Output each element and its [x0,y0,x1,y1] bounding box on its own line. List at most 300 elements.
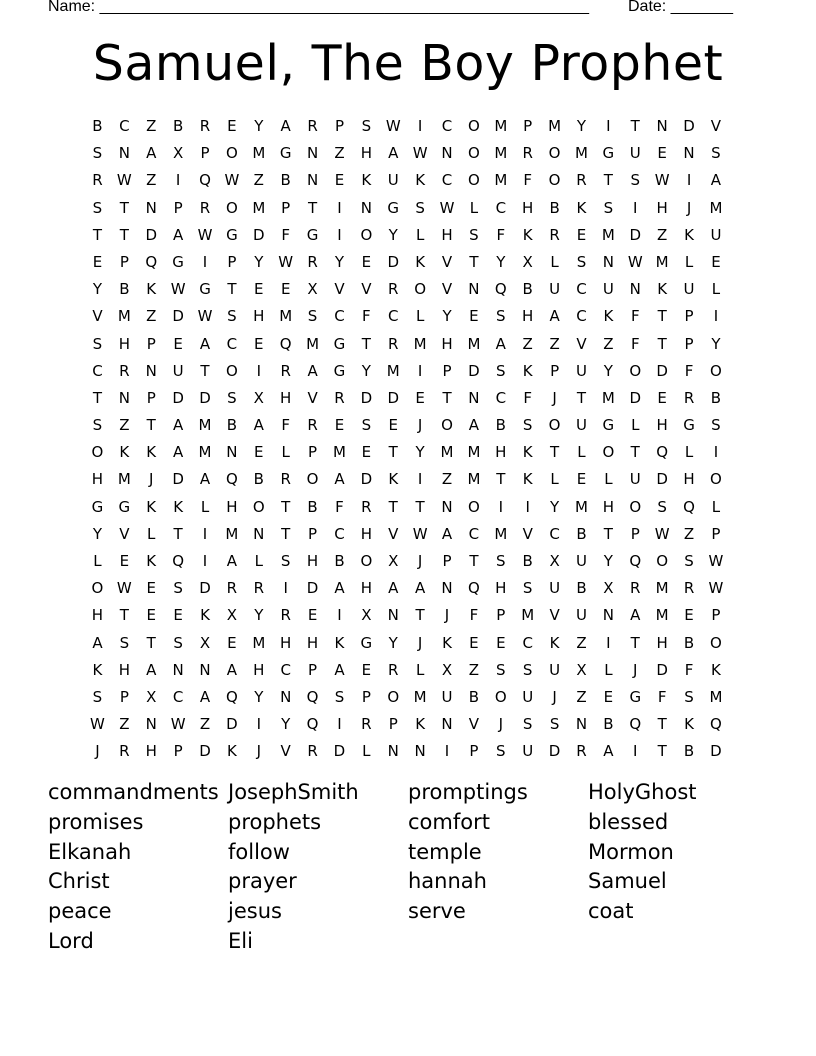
grid-cell[interactable]: Q [225,470,238,489]
grid-cell[interactable]: W [197,307,213,326]
grid-cell[interactable]: N [575,715,588,734]
grid-cell[interactable]: W [412,524,428,543]
grid-cell[interactable]: K [146,443,157,462]
grid-cell[interactable]: H [441,334,453,353]
grid-cell[interactable]: O [91,579,104,598]
grid-cell[interactable]: T [415,497,425,516]
grid-cell[interactable]: R [280,606,291,625]
grid-cell[interactable]: Z [549,334,560,353]
grid-cell[interactable]: O [414,280,427,299]
grid-cell[interactable]: B [549,198,560,217]
grid-cell[interactable]: Z [334,144,345,163]
grid-cell[interactable]: R [199,198,211,217]
grid-cell[interactable]: L [415,307,425,326]
grid-cell[interactable]: G [602,144,615,163]
grid-cell[interactable]: Y [254,117,264,135]
grid-cell[interactable]: S [227,307,237,326]
grid-cell[interactable]: W [170,715,186,734]
grid-cell[interactable]: W [224,171,240,190]
grid-cell[interactable]: H [280,388,292,407]
grid-cell[interactable]: P [361,687,371,706]
grid-cell[interactable]: Z [119,715,130,734]
grid-cell[interactable]: E [146,579,156,598]
grid-cell[interactable]: L [200,497,210,516]
grid-cell[interactable]: A [253,416,264,435]
grid-cell[interactable]: K [657,280,668,299]
grid-cell[interactable]: T [119,225,129,244]
grid-cell[interactable]: Y [603,361,613,380]
grid-cell[interactable]: Z [522,334,533,353]
grid-cell[interactable]: B [683,633,695,652]
grid-cell[interactable]: I [498,497,504,516]
grid-cell[interactable]: H [441,225,453,244]
grid-cell[interactable]: S [522,579,533,598]
grid-cell[interactable]: X [441,660,453,679]
grid-cell[interactable]: T [200,361,210,380]
grid-cell[interactable]: U [629,144,641,163]
grid-cell[interactable]: C [280,660,291,679]
grid-cell[interactable]: M [709,198,723,217]
grid-cell[interactable]: Y [254,606,264,625]
grid-cell[interactable]: M [386,361,400,380]
grid-cell[interactable]: D [656,470,668,489]
grid-cell[interactable]: D [253,225,265,244]
grid-cell[interactable]: E [415,388,425,407]
grid-cell[interactable]: K [173,497,184,516]
grid-cell[interactable]: R [253,579,264,598]
grid-cell[interactable]: O [468,144,480,163]
grid-cell[interactable]: P [308,524,318,543]
grid-cell[interactable]: Y [442,307,452,326]
grid-cell[interactable]: P [442,552,452,570]
grid-cell[interactable]: N [468,388,480,407]
grid-cell[interactable]: N [441,144,453,163]
grid-cell[interactable]: P [281,198,291,217]
grid-cell[interactable]: M [575,144,588,163]
grid-cell[interactable]: J [444,606,450,625]
grid-cell[interactable]: N [683,144,695,163]
grid-cell[interactable]: T [630,117,640,135]
grid-cell[interactable]: P [119,252,129,271]
grid-cell[interactable]: S [630,171,641,190]
grid-cell[interactable]: M [655,606,669,625]
grid-cell[interactable]: V [576,334,587,353]
grid-cell[interactable]: J [149,470,154,489]
grid-cell[interactable]: O [710,633,722,652]
grid-cell[interactable]: L [415,660,425,679]
grid-cell[interactable]: E [576,225,587,244]
grid-cell[interactable]: E [307,606,318,625]
grid-cell[interactable]: G [629,687,642,706]
grid-cell[interactable]: I [417,361,423,380]
grid-cell[interactable]: W [708,579,724,598]
grid-cell[interactable]: P [550,361,560,380]
grid-cell[interactable]: I [337,715,342,734]
grid-cell[interactable]: W [385,117,401,135]
grid-cell[interactable]: R [576,171,587,190]
grid-cell[interactable]: A [334,470,345,489]
grid-cell[interactable]: U [549,660,561,679]
grid-cell[interactable]: L [711,280,721,299]
grid-cell[interactable]: L [93,552,102,570]
grid-cell[interactable]: B [683,742,695,761]
grid-cell[interactable]: P [684,307,694,326]
grid-cell[interactable]: C [226,334,238,353]
grid-cell[interactable]: P [711,606,721,625]
grid-cell[interactable]: S [173,579,183,598]
grid-cell[interactable]: W [412,144,428,163]
grid-cell[interactable]: E [496,633,506,652]
grid-cell[interactable]: Z [441,470,453,489]
grid-cell[interactable]: N [145,361,157,380]
grid-cell[interactable]: M [655,252,669,271]
grid-cell[interactable]: S [496,552,506,570]
grid-cell[interactable]: Y [281,715,291,734]
grid-cell[interactable]: S [92,144,103,163]
grid-cell[interactable]: T [92,225,103,244]
grid-cell[interactable]: D [172,307,184,326]
grid-cell[interactable]: M [467,443,481,462]
grid-cell[interactable]: I [337,606,342,625]
grid-cell[interactable]: B [522,280,533,299]
grid-cell[interactable]: P [308,660,318,679]
grid-cell[interactable]: K [522,443,533,462]
grid-cell[interactable]: V [522,524,533,543]
grid-cell[interactable]: T [657,334,667,353]
grid-cell[interactable]: D [199,579,211,598]
grid-cell[interactable]: F [523,388,533,407]
grid-cell[interactable]: S [469,225,479,244]
grid-cell[interactable]: M [279,307,293,326]
grid-cell[interactable]: P [469,742,479,761]
grid-cell[interactable]: P [711,524,721,543]
grid-cell[interactable]: S [684,552,694,570]
grid-cell[interactable]: P [523,117,533,135]
grid-cell[interactable]: Q [279,334,292,353]
grid-cell[interactable]: A [710,171,722,190]
grid-cell[interactable]: E [254,334,264,353]
grid-cell[interactable]: N [118,388,130,407]
grid-cell[interactable]: D [306,579,319,598]
grid-cell[interactable]: L [254,552,263,570]
grid-cell[interactable]: Z [119,416,130,435]
grid-cell[interactable]: V [468,715,480,734]
grid-cell[interactable]: G [226,225,238,244]
grid-cell[interactable]: P [630,524,640,543]
grid-cell[interactable]: X [388,552,399,570]
grid-cell[interactable]: D [172,388,184,407]
grid-cell[interactable]: T [630,633,640,652]
grid-cell[interactable]: J [417,552,423,570]
grid-cell[interactable]: B [119,280,130,299]
grid-cell[interactable]: S [496,361,506,380]
grid-cell[interactable]: E [173,606,183,625]
grid-cell[interactable]: H [306,633,319,652]
grid-cell[interactable]: E [469,633,479,652]
grid-cell[interactable]: I [337,198,342,217]
grid-cell[interactable]: O [656,552,669,570]
grid-cell[interactable]: B [253,470,264,489]
grid-cell[interactable]: D [172,470,184,489]
grid-cell[interactable]: K [334,633,345,652]
grid-cell[interactable]: B [172,117,184,135]
grid-cell[interactable]: X [253,388,264,407]
grid-cell[interactable]: W [627,252,643,271]
grid-cell[interactable]: C [549,524,560,543]
grid-cell[interactable]: W [708,552,724,570]
grid-cell[interactable]: S [684,687,694,706]
grid-cell[interactable]: T [281,524,291,543]
grid-cell[interactable]: J [498,715,504,734]
grid-cell[interactable]: T [119,198,129,217]
grid-cell[interactable]: D [360,470,373,489]
grid-cell[interactable]: M [252,198,266,217]
grid-cell[interactable]: M [467,334,481,353]
grid-cell[interactable]: S [92,334,103,353]
grid-cell[interactable]: D [468,361,480,380]
grid-cell[interactable]: N [414,742,426,761]
grid-cell[interactable]: T [388,443,398,462]
grid-cell[interactable]: C [441,171,453,190]
grid-cell[interactable]: Z [683,524,695,543]
grid-cell[interactable]: V [441,280,453,299]
grid-cell[interactable]: H [118,660,130,679]
grid-cell[interactable]: F [657,687,667,706]
grid-cell[interactable]: V [92,307,103,326]
grid-cell[interactable]: P [334,117,344,135]
grid-cell[interactable]: D [360,388,373,407]
grid-cell[interactable]: E [361,660,372,679]
grid-cell[interactable]: X [522,252,533,271]
grid-cell[interactable]: T [630,443,640,462]
grid-cell[interactable]: I [417,470,423,489]
grid-cell[interactable]: J [686,198,692,217]
grid-cell[interactable]: T [227,280,237,299]
grid-cell[interactable]: Z [468,660,480,679]
grid-cell[interactable]: R [199,117,211,135]
grid-cell[interactable]: A [92,633,103,652]
grid-cell[interactable]: I [713,443,719,462]
grid-cell[interactable]: X [361,606,372,625]
grid-cell[interactable]: L [684,252,694,271]
date-field[interactable]: Date: _______ [628,0,733,15]
grid-cell[interactable]: X [307,280,318,299]
grid-cell[interactable]: W [116,171,132,190]
grid-cell[interactable]: S [603,198,614,217]
grid-cell[interactable]: T [496,470,506,489]
grid-cell[interactable]: W [116,579,132,598]
grid-cell[interactable]: P [308,443,318,462]
grid-cell[interactable]: Y [254,687,264,706]
grid-cell[interactable]: W [197,225,213,244]
grid-cell[interactable]: M [413,687,427,706]
grid-cell[interactable]: M [198,443,212,462]
grid-cell[interactable]: Q [199,171,211,190]
grid-cell[interactable]: L [147,524,156,543]
grid-cell[interactable]: I [175,171,181,190]
grid-cell[interactable]: A [388,144,399,163]
grid-cell[interactable]: K [522,225,533,244]
grid-cell[interactable]: I [686,171,692,190]
grid-cell[interactable]: G [199,280,211,299]
grid-cell[interactable]: N [441,715,453,734]
grid-cell[interactable]: K [415,171,426,190]
grid-cell[interactable]: J [417,633,423,652]
grid-cell[interactable]: R [280,470,291,489]
grid-cell[interactable]: U [629,470,641,489]
grid-cell[interactable]: R [683,579,695,598]
grid-cell[interactable]: V [361,280,372,299]
grid-cell[interactable]: Q [629,552,642,570]
grid-cell[interactable]: L [281,443,290,462]
grid-cell[interactable]: Y [388,225,398,244]
grid-cell[interactable]: P [173,742,183,761]
grid-cell[interactable]: G [118,497,131,516]
grid-cell[interactable]: Q [629,715,642,734]
grid-cell[interactable]: G [91,497,104,516]
grid-cell[interactable]: R [522,144,533,163]
grid-cell[interactable]: S [522,660,533,679]
grid-cell[interactable]: X [576,660,587,679]
grid-cell[interactable]: G [683,416,695,435]
grid-cell[interactable]: V [710,117,722,135]
grid-cell[interactable]: P [684,334,694,353]
grid-cell[interactable]: I [633,198,638,217]
grid-cell[interactable]: R [119,361,130,380]
grid-cell[interactable]: O [548,416,561,435]
grid-cell[interactable]: T [92,388,103,407]
grid-cell[interactable]: E [227,633,237,652]
grid-cell[interactable]: L [631,416,640,435]
grid-cell[interactable]: A [334,579,345,598]
grid-cell[interactable]: S [92,198,103,217]
grid-cell[interactable]: E [334,171,345,190]
grid-cell[interactable]: U [172,361,184,380]
grid-cell[interactable]: R [388,660,399,679]
grid-cell[interactable]: A [307,361,318,380]
grid-cell[interactable]: H [306,552,319,570]
grid-cell[interactable]: S [227,388,237,407]
grid-cell[interactable]: F [684,660,694,679]
grid-cell[interactable]: T [469,552,479,570]
grid-cell[interactable]: E [684,606,694,625]
grid-cell[interactable]: O [710,361,722,380]
grid-cell[interactable]: Q [494,280,507,299]
grid-cell[interactable]: C [334,524,345,543]
grid-cell[interactable]: C [495,198,507,217]
grid-cell[interactable]: I [606,117,611,135]
grid-cell[interactable]: O [602,443,615,462]
grid-cell[interactable]: U [575,416,587,435]
grid-cell[interactable]: M [601,388,615,407]
grid-cell[interactable]: O [225,361,238,380]
grid-cell[interactable]: E [576,470,587,489]
grid-cell[interactable]: R [119,742,130,761]
grid-cell[interactable]: B [522,552,533,570]
grid-cell[interactable]: N [253,524,265,543]
grid-cell[interactable]: E [254,443,264,462]
grid-cell[interactable]: Z [576,687,587,706]
grid-cell[interactable]: D [548,742,561,761]
grid-cell[interactable]: J [417,416,423,435]
grid-cell[interactable]: R [280,361,291,380]
grid-cell[interactable]: U [387,171,399,190]
grid-cell[interactable]: N [656,117,668,135]
grid-cell[interactable]: F [335,497,344,516]
grid-cell[interactable]: A [226,660,238,679]
grid-cell[interactable]: L [684,443,694,462]
grid-cell[interactable]: T [657,715,667,734]
grid-cell[interactable]: U [522,742,534,761]
grid-cell[interactable]: N [145,715,157,734]
grid-cell[interactable]: S [549,715,560,734]
grid-cell[interactable]: U [575,606,587,625]
grid-cell[interactable]: K [119,443,130,462]
grid-cell[interactable]: F [630,334,640,353]
grid-cell[interactable]: W [170,280,186,299]
grid-cell[interactable]: W [278,252,294,271]
grid-cell[interactable]: K [576,198,587,217]
grid-cell[interactable]: N [441,579,453,598]
grid-cell[interactable]: U [441,687,453,706]
grid-cell[interactable]: Q [306,715,319,734]
grid-cell[interactable]: D [656,660,668,679]
grid-cell[interactable]: Z [146,307,157,326]
grid-cell[interactable]: V [280,742,291,761]
grid-cell[interactable]: M [575,497,588,516]
grid-cell[interactable]: W [90,715,105,734]
grid-cell[interactable]: G [172,252,184,271]
grid-cell[interactable]: M [332,443,346,462]
grid-cell[interactable]: Y [388,633,398,652]
grid-cell[interactable]: E [361,443,372,462]
grid-cell[interactable]: O [468,171,480,190]
grid-cell[interactable]: G [333,361,346,380]
grid-cell[interactable]: S [361,117,372,135]
grid-cell[interactable]: D [710,742,722,761]
grid-cell[interactable]: I [525,497,530,516]
grid-cell[interactable]: T [415,606,425,625]
grid-cell[interactable]: N [602,252,614,271]
grid-cell[interactable]: R [576,742,587,761]
grid-cell[interactable]: R [334,388,345,407]
grid-cell[interactable]: Y [711,334,721,353]
grid-cell[interactable]: C [172,687,184,706]
grid-cell[interactable]: O [629,361,642,380]
grid-cell[interactable]: A [172,225,184,244]
grid-cell[interactable]: H [280,633,292,652]
grid-cell[interactable]: C [119,117,130,135]
grid-cell[interactable]: S [657,497,667,516]
grid-cell[interactable]: R [361,715,372,734]
grid-cell[interactable]: U [683,280,695,299]
grid-cell[interactable]: C [576,280,587,299]
grid-cell[interactable]: Y [550,497,560,516]
grid-cell[interactable]: E [173,334,183,353]
grid-cell[interactable]: B [226,416,238,435]
grid-cell[interactable]: O [629,497,642,516]
grid-cell[interactable]: O [225,198,238,217]
grid-cell[interactable]: N [306,171,319,190]
grid-cell[interactable]: M [117,307,131,326]
grid-cell[interactable]: O [468,497,480,516]
grid-cell[interactable]: L [550,470,559,489]
grid-cell[interactable]: C [468,524,480,543]
grid-cell[interactable]: N [441,497,453,516]
grid-cell[interactable]: A [146,660,157,679]
grid-cell[interactable]: Q [225,687,238,706]
grid-cell[interactable]: N [629,280,641,299]
